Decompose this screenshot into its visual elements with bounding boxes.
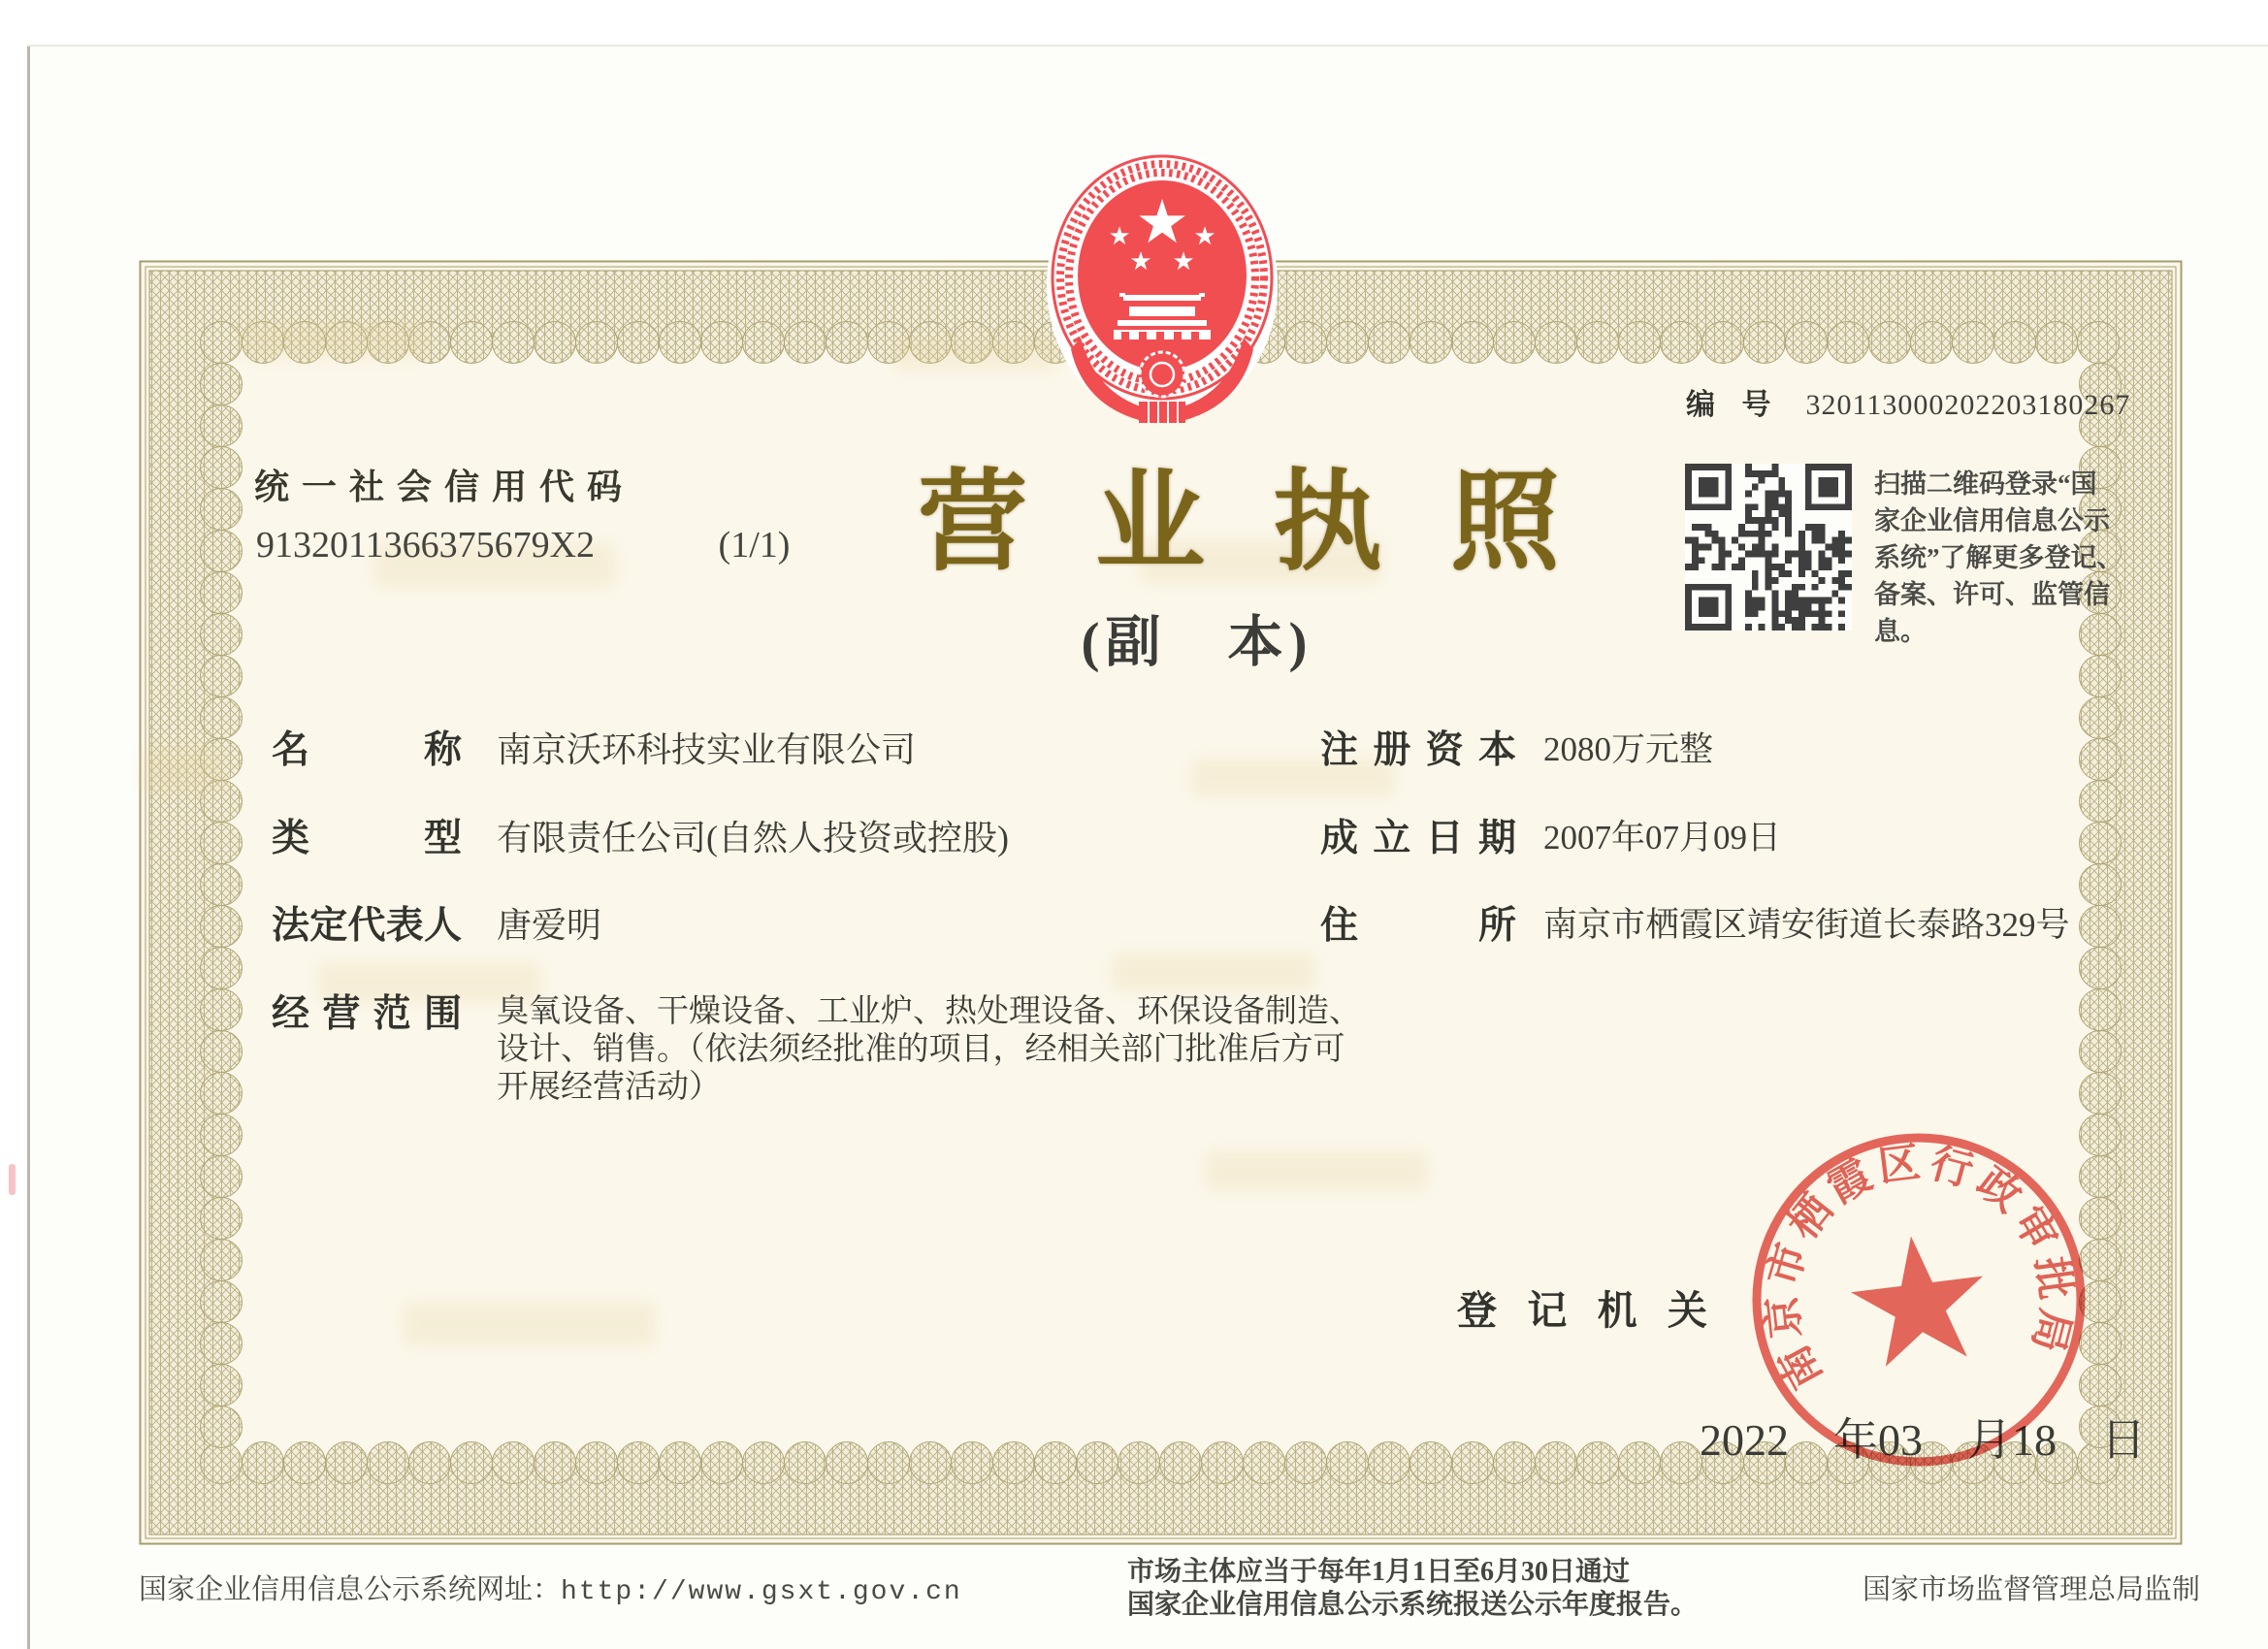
- credit-code-value: 9132011366375679X2: [256, 525, 596, 566]
- license-subtitle-duplicate: (副 本): [1081, 612, 1313, 673]
- watermark: [1205, 1150, 1428, 1191]
- field-registered-capital-label: 注册资本: [1320, 729, 1516, 771]
- svg-text:★: ★: [1193, 222, 1216, 251]
- field-establish-date: [1320, 818, 1781, 861]
- field-registered-capital: [1320, 729, 1713, 773]
- field-type-value: 有限责任公司(自然人投资或控股): [497, 819, 1009, 857]
- svg-text:★: ★: [1135, 186, 1189, 257]
- national-emblem: [1046, 151, 1279, 428]
- scan-edge-left: [27, 47, 30, 1649]
- field-business-scope-value: [497, 993, 1361, 1107]
- field-type-label: 类型: [272, 818, 462, 859]
- scope-line: 设计、销售。（依法须经批准的项目，经相关部门批准后方可: [497, 1032, 1345, 1067]
- svg-text:★: ★: [1172, 247, 1195, 276]
- serial-number-line: [1686, 380, 2130, 423]
- field-type: [272, 818, 1009, 861]
- serial-label: 编 号: [1686, 389, 1781, 421]
- seal-text: 南京市栖霞区行政审批局: [1759, 1139, 2079, 1396]
- footer-url-label: 国家企业信用信息公示系统网址：: [139, 1574, 562, 1605]
- footer-notice-line: 市场主体应当于每年1月1日至6月30日通过: [1127, 1557, 1631, 1587]
- qr-caption-line: 备案、许可、监管信息。: [1874, 580, 2110, 646]
- field-legal-representative-value: 唐爱明: [497, 906, 602, 945]
- qr-code: [1685, 464, 1852, 630]
- field-business-scope-label: 经营范围: [272, 993, 462, 1035]
- date-month-label: 月: [1967, 1415, 2012, 1465]
- scan-artifact: [9, 1164, 16, 1195]
- credit-code-line: [256, 524, 790, 566]
- scope-line: 臭氧设备、干燥设备、工业炉、热处理设备、环保设备制造、: [497, 994, 1361, 1029]
- watermark: [404, 1302, 656, 1346]
- qr-caption-line: 家企业信用信息公示: [1874, 506, 2110, 535]
- field-establish-date-label: 成立日期: [1320, 818, 1516, 859]
- field-name-label: 名称: [272, 729, 462, 771]
- field-address-label: 住所: [1320, 905, 1516, 947]
- qr-caption: [1874, 466, 2146, 650]
- page-number: (1/1): [718, 525, 791, 566]
- date-day-label: 日: [2101, 1415, 2146, 1465]
- field-name-value: 南京沃环科技实业有限公司: [497, 730, 917, 769]
- footer-notice-line: 国家企业信用信息公示系统报送公示年度报告。: [1127, 1590, 1699, 1620]
- license-title: 营业执照: [918, 463, 1628, 584]
- field-legal-representative: [272, 905, 601, 949]
- date-day: 18: [2012, 1415, 2057, 1465]
- scan-edge-top: [27, 45, 2268, 47]
- date-year-label: 年: [1833, 1415, 1878, 1465]
- field-name: [272, 729, 916, 773]
- svg-text:★: ★: [1129, 247, 1152, 276]
- field-registered-capital-value: 2080万元整: [1543, 730, 1714, 768]
- registrar-label: 登记机关: [1457, 1288, 1707, 1333]
- date-year: 2022: [1700, 1415, 1789, 1465]
- svg-text:★: ★: [1108, 222, 1131, 251]
- field-business-scope: [272, 993, 1361, 1107]
- watermark: [892, 338, 1057, 371]
- credit-code-label: 统一社会信用代码: [254, 468, 635, 506]
- qr-caption-line: 系统”了解更多登记、: [1874, 543, 2123, 572]
- field-address: [1320, 905, 2070, 949]
- serial-value: 320113000202203180267: [1805, 389, 2131, 421]
- date-month: 03: [1878, 1415, 1923, 1465]
- seal-star: [1845, 1228, 1993, 1370]
- field-legal-representative-label: 法定代表人: [272, 905, 462, 947]
- official-seal: [1744, 1125, 2093, 1474]
- field-address-value: 南京市栖霞区靖安街道长泰路329号: [1543, 906, 2070, 944]
- footer-gsxt-url: [139, 1568, 962, 1607]
- scope-line: 开展经营活动）: [497, 1070, 721, 1105]
- field-establish-date-value: 2007年07月09日: [1543, 819, 1782, 857]
- footer-url-value: http://www.gsxt.gov.cn: [561, 1577, 962, 1607]
- footer-issuing-authority: 国家市场监督管理总局监制: [1863, 1574, 2201, 1605]
- qr-caption-line: 扫描二维码登录“国: [1874, 469, 2097, 499]
- watermark: [142, 749, 225, 792]
- watermark: [243, 322, 427, 359]
- watermark: [1112, 953, 1315, 991]
- footer-annual-report-notice: [1127, 1556, 1698, 1622]
